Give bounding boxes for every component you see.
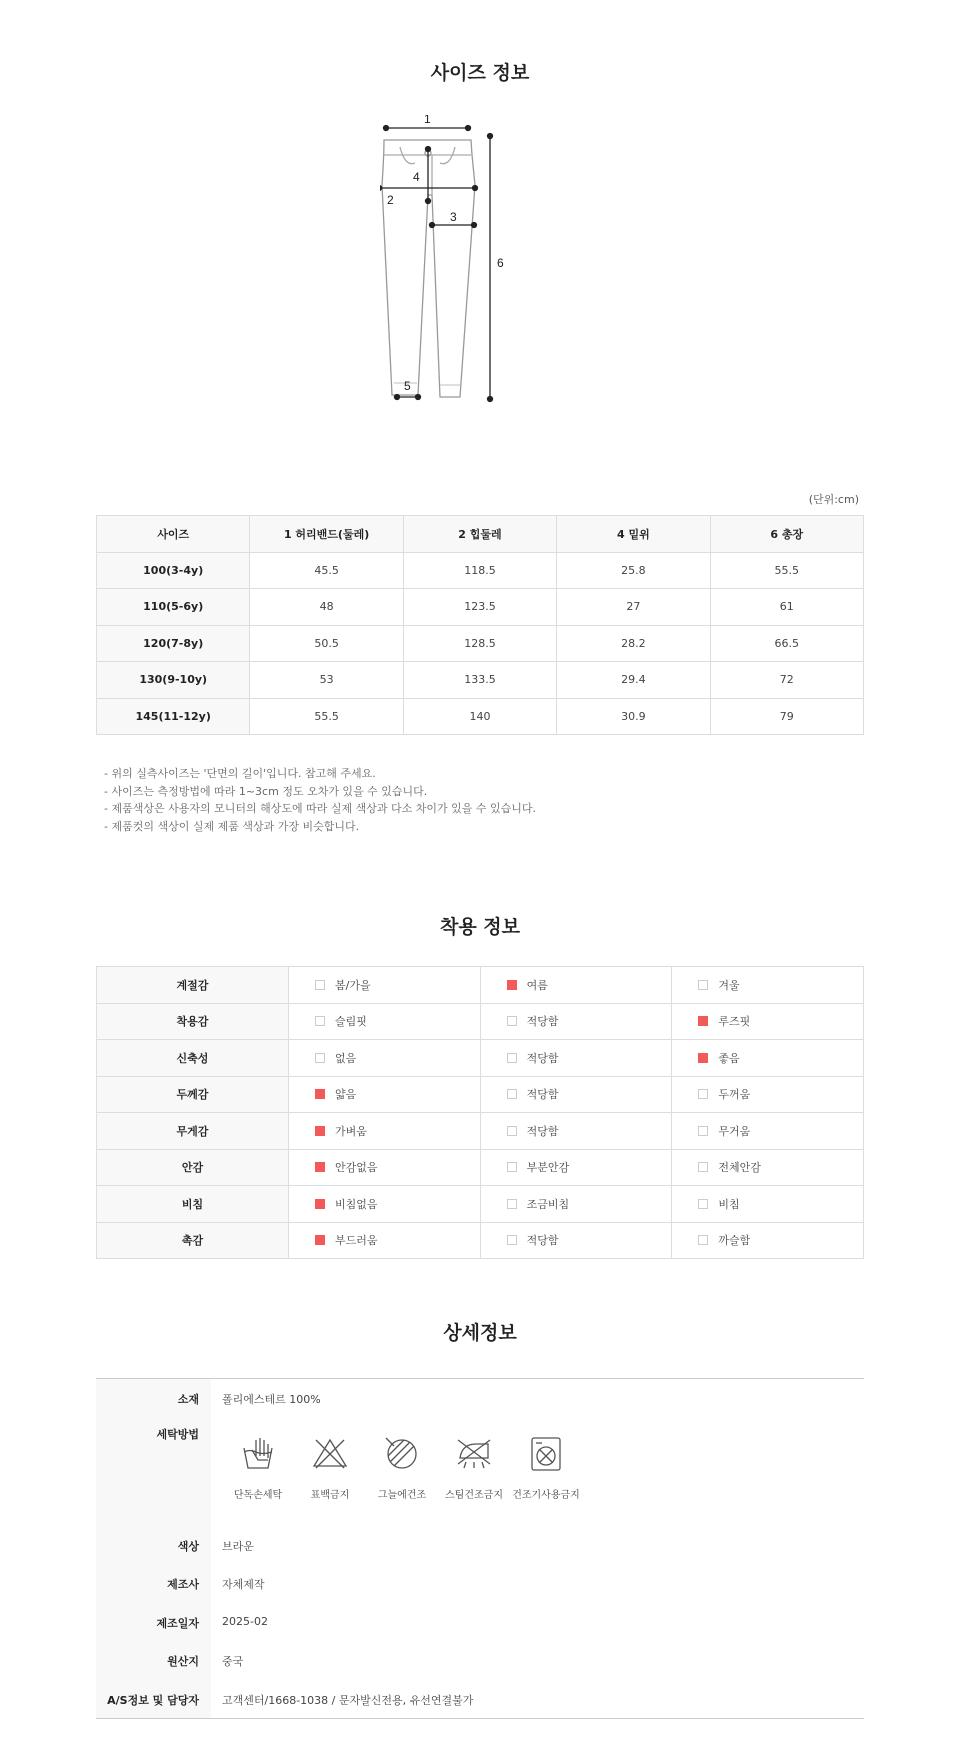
wash-item	[294, 1434, 366, 1501]
wear-option	[289, 1013, 480, 1029]
pants-measurement-diagram	[380, 115, 590, 460]
wear-option-cell	[672, 1186, 864, 1223]
diagram-label-6: 6	[497, 256, 504, 270]
wear-option-label: 부드러움	[335, 1234, 378, 1248]
checkbox-checked-icon	[315, 1089, 325, 1099]
wash-label: 세탁방법	[156, 1428, 199, 1441]
wear-option-label: 전체안감	[718, 1161, 761, 1175]
wear-option-cell	[672, 1149, 864, 1186]
checkbox-unchecked-icon	[507, 1089, 517, 1099]
table-row	[97, 662, 864, 699]
hip-cell: 140	[403, 698, 556, 735]
wear-row-label: 두께감	[97, 1076, 289, 1113]
wear-option-cell	[480, 1003, 672, 1040]
wear-option-cell	[672, 1040, 864, 1077]
wear-row-label: 착용감	[97, 1003, 289, 1040]
no-tumble-dry-icon	[526, 1434, 566, 1474]
length-cell: 61	[710, 589, 863, 626]
wear-option-cell	[672, 967, 864, 1004]
table-row	[97, 589, 864, 626]
wear-option-cell	[672, 1003, 864, 1040]
wear-option-label: 슬림핏	[335, 1015, 367, 1029]
wear-option	[672, 1123, 863, 1139]
wear-option	[481, 1013, 672, 1029]
size-notes	[104, 765, 536, 835]
waist-cell: 48	[250, 589, 403, 626]
size-cell: 110(5-6y)	[97, 589, 250, 626]
rise-cell: 25.8	[557, 552, 710, 589]
hand-wash-icon	[238, 1434, 278, 1474]
size-cell: 145(11-12y)	[97, 698, 250, 735]
rise-cell: 30.9	[557, 698, 710, 735]
wear-option-cell	[480, 1149, 672, 1186]
wear-option	[481, 977, 672, 993]
wear-option	[672, 1086, 863, 1102]
checkbox-unchecked-icon	[507, 1016, 517, 1026]
table-row	[97, 1222, 864, 1259]
checkbox-checked-icon	[315, 1235, 325, 1245]
hip-cell: 123.5	[403, 589, 556, 626]
detail-info-table	[96, 1378, 864, 1719]
wear-option-cell	[289, 1113, 481, 1150]
waist-cell: 50.5	[250, 625, 403, 662]
shade-dry-icon	[382, 1434, 422, 1474]
table-row	[97, 1076, 864, 1113]
size-table	[96, 515, 864, 735]
wear-option-cell	[289, 1222, 481, 1259]
wear-option-label: 무거움	[718, 1124, 751, 1138]
wear-row-label: 계절감	[97, 967, 289, 1004]
wear-option-label: 두꺼움	[718, 1088, 751, 1102]
origin-label: 원산지	[167, 1655, 199, 1668]
size-table-header: 1 허리밴드(둘레)	[250, 516, 403, 553]
size-table-header-row	[97, 516, 864, 553]
wear-option	[289, 1086, 480, 1102]
checkbox-checked-icon	[315, 1162, 325, 1172]
size-table-header: 사이즈	[97, 516, 250, 553]
material-value: 폴리에스테르 100%	[222, 1393, 321, 1406]
checkbox-unchecked-icon	[507, 1235, 517, 1245]
wear-option-cell	[289, 1149, 481, 1186]
wear-option-label: 부분안감	[526, 1161, 570, 1175]
wear-option-label: 비침없음	[335, 1197, 378, 1211]
wash-item	[510, 1434, 582, 1501]
wash-item-label: 그늘에건조	[377, 1490, 427, 1501]
table-row	[97, 1113, 864, 1150]
wear-option-cell	[672, 1222, 864, 1259]
no-steam-icon	[454, 1434, 494, 1474]
table-row	[97, 967, 864, 1004]
wear-section-title: 착용 정보	[439, 916, 521, 938]
wear-option-label: 겨울	[718, 978, 740, 992]
size-cell: 100(3-4y)	[97, 552, 250, 589]
table-row	[97, 625, 864, 662]
wash-icons	[222, 1434, 582, 1501]
wear-option	[289, 1159, 480, 1175]
table-row	[97, 552, 864, 589]
waist-cell: 53	[250, 662, 403, 699]
wear-option-label: 조금비침	[526, 1197, 570, 1211]
size-table-header: 4 밑위	[557, 516, 710, 553]
material-label: 소재	[177, 1393, 199, 1406]
waist-cell: 45.5	[250, 552, 403, 589]
maker-value: 자체제작	[222, 1578, 265, 1591]
checkbox-unchecked-icon	[315, 980, 325, 990]
wear-option	[289, 977, 480, 993]
wear-option	[481, 1086, 672, 1102]
hip-cell: 133.5	[403, 662, 556, 699]
wear-option	[672, 1050, 863, 1066]
rise-cell: 27	[557, 589, 710, 626]
wear-option-label: 비침	[718, 1197, 740, 1211]
diagram-label-3: 3	[450, 210, 457, 224]
wear-row-label: 무게감	[97, 1113, 289, 1150]
as-value: 고객센터/1668-1038 / 문자발신전용, 유선연결불가	[222, 1694, 474, 1707]
checkbox-unchecked-icon	[507, 1162, 517, 1172]
length-cell: 66.5	[710, 625, 863, 662]
detail-section-title: 상세정보	[443, 1322, 517, 1344]
wear-option-cell	[289, 1186, 481, 1223]
checkbox-unchecked-icon	[507, 1053, 517, 1063]
waist-cell: 55.5	[250, 698, 403, 735]
table-row	[97, 1186, 864, 1223]
checkbox-unchecked-icon	[698, 1126, 708, 1136]
length-cell: 55.5	[710, 552, 863, 589]
wear-option-label: 적당함	[526, 1088, 559, 1102]
wear-row-label: 촉감	[97, 1222, 289, 1259]
checkbox-unchecked-icon	[315, 1053, 325, 1063]
note-line: - 사이즈는 측정방법에 따라 1~3cm 정도 오차가 있을 수 있습니다.	[104, 784, 428, 798]
wear-option-cell	[480, 1186, 672, 1223]
checkbox-unchecked-icon	[698, 1089, 708, 1099]
wear-option-cell	[480, 1113, 672, 1150]
wear-option-cell	[480, 1076, 672, 1113]
table-row	[97, 698, 864, 735]
wear-option-label: 루즈핏	[718, 1015, 751, 1029]
wear-option-label: 적당함	[526, 1051, 559, 1065]
diagram-label-1: 1	[424, 115, 431, 126]
wear-option	[672, 1196, 863, 1212]
size-cell: 130(9-10y)	[97, 662, 250, 699]
wear-option	[672, 1013, 863, 1029]
wear-option-label: 없음	[335, 1051, 357, 1065]
length-cell: 72	[710, 662, 863, 699]
wear-option-cell	[289, 967, 481, 1004]
wear-row-label: 비침	[97, 1186, 289, 1223]
date-label: 제조일자	[156, 1617, 199, 1630]
wear-option	[289, 1232, 480, 1248]
wear-option-cell	[672, 1113, 864, 1150]
note-line: - 제품컷의 색상이 실제 제품 색상과 가장 비슷합니다.	[104, 819, 360, 833]
unit-label: (단위:cm)	[808, 493, 859, 506]
checkbox-checked-icon	[698, 1016, 708, 1026]
checkbox-checked-icon	[698, 1053, 708, 1063]
wear-option	[481, 1123, 672, 1139]
size-table-header: 2 힙둘레	[403, 516, 556, 553]
wear-option	[481, 1159, 672, 1175]
note-line: - 제품색상은 사용자의 모니터의 해상도에 따라 실제 색상과 다소 차이가 있을 수 있습니다.	[104, 802, 536, 815]
diagram-label-5: 5	[404, 379, 411, 393]
wear-option	[289, 1123, 480, 1139]
size-cell: 120(7-8y)	[97, 625, 250, 662]
wear-info-table	[96, 966, 864, 1259]
rise-cell: 28.2	[557, 625, 710, 662]
checkbox-checked-icon	[315, 1199, 325, 1209]
wear-row-label: 신축성	[97, 1040, 289, 1077]
wear-option-label: 적당함	[526, 1124, 559, 1138]
wear-option-label: 적당함	[526, 1015, 559, 1029]
length-cell: 79	[710, 698, 863, 735]
wash-item-label: 표백금지	[310, 1490, 350, 1501]
wear-option-label: 좋음	[718, 1051, 740, 1065]
wear-option	[481, 1196, 672, 1212]
table-row	[97, 1003, 864, 1040]
diagram-label-4: 4	[413, 170, 420, 184]
wear-row-label: 안감	[97, 1149, 289, 1186]
wear-option-cell	[289, 1040, 481, 1077]
origin-value: 중국	[222, 1655, 244, 1668]
wear-option	[289, 1196, 480, 1212]
table-row	[97, 1149, 864, 1186]
wash-item-label: 스팀건조금지	[445, 1490, 503, 1501]
note-line: - 위의 실측사이즈는 '단면의 길이'입니다. 참고해 주세요.	[104, 767, 376, 780]
no-bleach-icon	[310, 1434, 350, 1474]
wash-item	[438, 1434, 510, 1501]
checkbox-unchecked-icon	[698, 1162, 708, 1172]
wash-item	[222, 1434, 294, 1501]
wear-option-label: 까슬함	[718, 1234, 751, 1248]
as-label: A/S정보 및 담당자	[107, 1694, 199, 1707]
wear-option-label: 안감없음	[335, 1161, 378, 1175]
wear-option-cell	[289, 1076, 481, 1113]
size-table-header: 6 총장	[710, 516, 863, 553]
wear-option	[289, 1050, 480, 1066]
wear-option-cell	[480, 1222, 672, 1259]
wear-option	[672, 977, 863, 993]
wash-item	[366, 1434, 438, 1501]
wear-option-label: 여름	[526, 978, 548, 992]
color-label: 색상	[177, 1540, 199, 1553]
wash-item-label: 건조기사용금지	[512, 1490, 580, 1501]
checkbox-unchecked-icon	[507, 1126, 517, 1136]
checkbox-unchecked-icon	[315, 1016, 325, 1026]
checkbox-unchecked-icon	[698, 1199, 708, 1209]
hip-cell: 118.5	[403, 552, 556, 589]
table-row	[97, 1040, 864, 1077]
wear-option-label: 적당함	[526, 1234, 559, 1248]
diagram-label-2: 2	[387, 193, 394, 207]
date-value: 2025-02	[222, 1615, 268, 1628]
color-value: 브라운	[222, 1540, 254, 1553]
checkbox-checked-icon	[315, 1126, 325, 1136]
wear-option-label: 봄/가을	[335, 978, 371, 992]
checkbox-checked-icon	[507, 980, 517, 990]
hip-cell: 128.5	[403, 625, 556, 662]
checkbox-unchecked-icon	[698, 980, 708, 990]
wear-option	[481, 1232, 672, 1248]
wear-option	[672, 1232, 863, 1248]
rise-cell: 29.4	[557, 662, 710, 699]
size-section-title: 사이즈 정보	[430, 62, 530, 84]
wear-option-cell	[289, 1003, 481, 1040]
checkbox-unchecked-icon	[698, 1235, 708, 1245]
wear-option-cell	[480, 1040, 672, 1077]
maker-label: 제조사	[167, 1578, 199, 1591]
wear-option-label: 가벼움	[335, 1124, 367, 1138]
checkbox-unchecked-icon	[507, 1199, 517, 1209]
wash-item-label: 단독손세탁	[233, 1490, 283, 1501]
wear-option	[672, 1159, 863, 1175]
wear-option-label: 얇음	[335, 1088, 357, 1102]
wear-option-cell	[672, 1076, 864, 1113]
wear-option	[481, 1050, 672, 1066]
wear-option-cell	[480, 967, 672, 1004]
